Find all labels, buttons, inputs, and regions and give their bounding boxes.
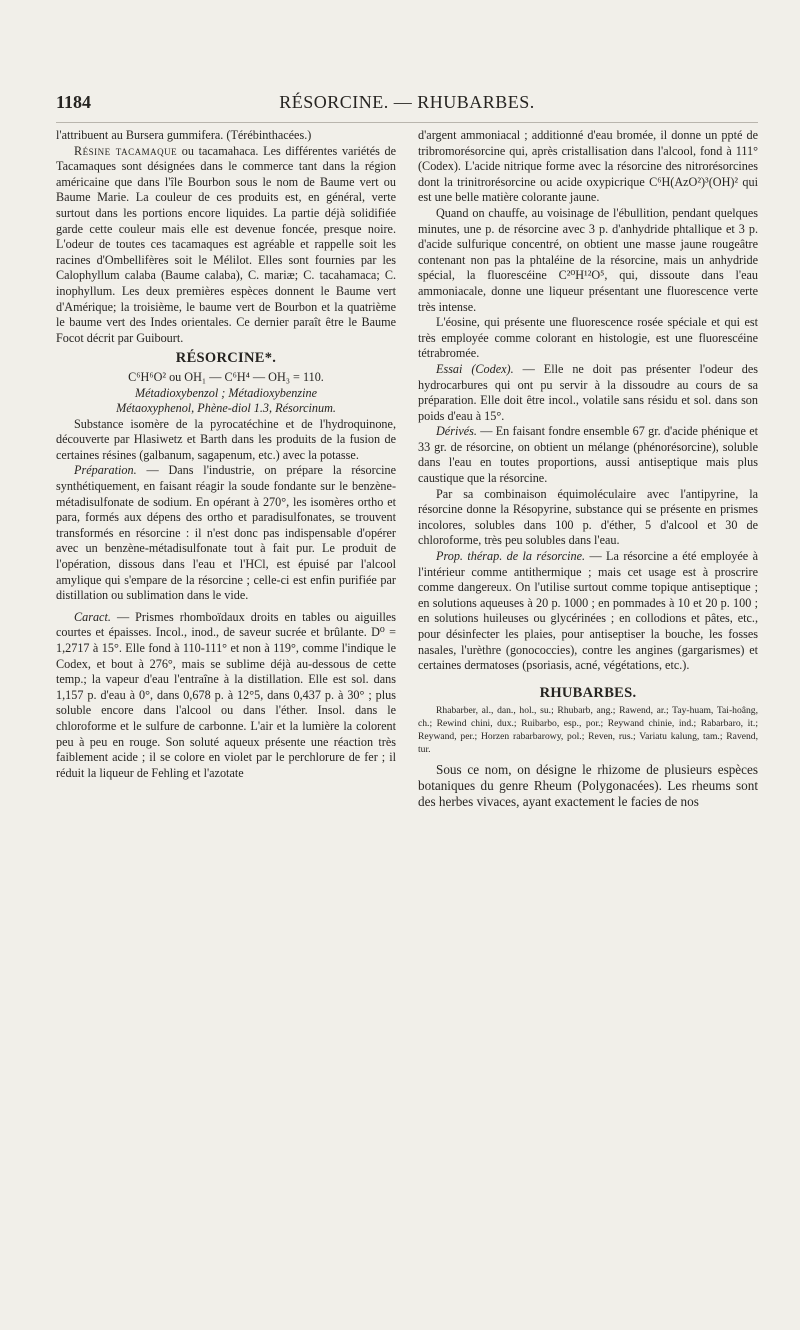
paragraph-preparation xyxy=(56,463,396,603)
synonyms-line xyxy=(56,401,396,417)
synonyms-text: Métadioxybenzol ; Métadioxybenzine xyxy=(134,385,318,400)
paragraph: Substance isomère de la pyrocatéchine et de l'hydroquinone, découverte par Hlasiwetz et Barth dans les produits de la fusion de certaines résines (galbanum, sagapenum, etc.) avec la potasse. xyxy=(56,416,396,462)
entry-text: ou tacamahaca. Les différentes variétés de Tacamaques sont désignées dans le commerce tant dans la région américaine que dans l'île Bourbon sous le nom de Baume vert ou Baume Marie. La couleur de ces produits est, en général, verte surtout dans les portions encore liquides. La partie déjà solidifiée garde cette couleur mais elle est devenue foncée, presque noire. L'odeur de toutes ces tacamaques est agréable et rappelle soit les racines d'Ombellifères soit le Mélilot. Elles sont fournies par les Calophyllum calaba (Baume calaba), C. mariæ; C. tacahamaca; C. inophyllum. Les deux premières espèces donnent le Baume vert d'Amérique; la troisième, le baume vert de Bourbon et la quatrième le baume vert des Indes orientales. Ce dernier paraît être le Baume Focot décrit par Guibourt. xyxy=(56,143,397,345)
paragraph: Par sa combinaison équimoléculaire avec l'antipyrine, la résorcine donne la Résopyrine, substance qui se présente en prismes incolores, solubles dans 100 p. d'éther, 5 d'alcool et 30 de chloroforme, très peu solubles dans l'eau. xyxy=(418,486,758,548)
paragraph: d'argent ammoniacal ; additionné d'eau bromée, il donne un ppté de tribromorésorcine qui, après cristallisation dans l'alcool, fond à 111° (Codex). L'acide nitrique forme avec la résorcine des nitrorésorcines dont la trinitrorésorcine ou acide oxypicrique C⁶H(AzO²)³(OH)² qui est une belle matière colorante jaune. xyxy=(418,128,758,205)
paragraph: L'éosine, qui présente une fluorescence rosée spéciale et qui est très employée comme colorant en histologie, est une fluorescéine tétrabromée. xyxy=(418,315,758,361)
entry-label: Préparation. xyxy=(74,463,137,478)
entry-label: Dérivés. xyxy=(436,424,477,439)
paragraph: Quand on chauffe, au voisinage de l'ébullition, pendant quelques minutes, une p. de résorcine avec 3 p. d'anhydride phtallique et 3 p. d'acide sulfurique concentré, on obtient une masse jaune rougeâtre contenant non pas la phtaléine de la résorcine, mais un anhydride spécial, la fluorescéine C²⁰H¹²O⁵, qui, dissoute dans l'eau ammoniacale, donne une liqueur présentant une fluorescence verte très intense. xyxy=(418,205,758,314)
entry-text: — Elle ne doit pas présenter l'odeur des hydrocarbures qui ont pu servir à la dissoudre au cours de sa préparation. Elle doit être incol., volatile sans résidu et sol. dans son poids d'eau à 15°. xyxy=(418,361,758,423)
entry-label: Essai (Codex). xyxy=(436,361,514,376)
right-column xyxy=(418,128,758,810)
paragraph-derives xyxy=(418,424,758,486)
paragraph: Sous ce nom, on désigne le rhizome de plusieurs espèces botaniques du genre Rheum (Polygonacées). Les rheums sont des herbes vivaces, ayant exactement le facies de nos xyxy=(418,762,758,809)
left-column xyxy=(56,128,396,810)
entry-text: — La résorcine a été employée à l'intérieur comme antithermique ; mais cet usage est à proscrire comme dangereux. On l'utilise surtout comme topique antiseptique ; en solutions aqueuses à 20 p. 1000 ; en pommades à 10 et 20 p. 100 ; en solutions huileuses ou glycérinées ; en collodions et pâtes, etc., pour désinfecter les plaies, pour antiseptiser la bouche, les fosses nasales, l'urèthre (gonococcies), contre les angines (gargarismes) et certaines dermatoses (psoriasis, acné, végétations, etc.). xyxy=(418,549,758,673)
paragraph-caract xyxy=(56,610,396,782)
paragraph-tacamaque xyxy=(56,144,396,347)
paragraph-essai xyxy=(418,362,758,424)
section-title-rhubarbes: RHUBARBES. xyxy=(539,684,637,701)
entry-text: — Dans l'industrie, on prépare la résorcine synthétiquement, en faisant réagir la soude fondante sur le benzène-métadisulfonate de sodium. En opérant à 270°, les isomères ortho et para, formés aux dépens des ortho et paradisulfonates, se trouvent transformés en résorcine : il n'est donc pas indispensable d'opérer avec un benzène-métadisulfonate tout à fait pur. Le produit de l'opération, dissous dans l'eau et l'HCl, est épuisé par l'alcool amylique qui s'empare de la résorcine ; celle-ci est enfin purifiée par distillation ou sublimation dans le vide. xyxy=(56,463,396,603)
entry-label: Résine tacamaque xyxy=(74,143,178,158)
running-head: RÉSORCINE. — RHUBARBES. xyxy=(279,92,535,112)
synonyms-list: Rhabarber, al., dan., hol., su.; Rhubarb, ang.; Rawend, ar.; Tay-huam, Tai-hoâng, ch.; Rewind chini, dux.; Ruibarbo, esp., por.; Reywand chinie, ind.; Rabarbaro, it.; Reywand, per.; Horzen rabarbarowy, pol.; Reven, rus.; Variatu kalung, tam.; Ravend, tur. xyxy=(418,705,758,756)
section-title-resorcine: RÉSORCINE*. xyxy=(175,350,277,367)
entry-label: Prop. thérap. de la résorcine. xyxy=(436,549,586,564)
entry-text: — En faisant fondre ensemble 67 gr. d'acide phénique et 33 gr. de résorcine, on obtient un mélange (phénorésorcine), soluble dans l'eau en toutes proportions, aussi antiseptique mais plus caustique que la résorcine. xyxy=(418,424,758,486)
paragraph-prop-therap xyxy=(418,549,758,674)
chemical-formula: C⁶H⁶O² ou OH₁ — C⁶H⁴ — OH₃ = 110. xyxy=(128,369,324,384)
entry-text: — Prismes rhomboïdaux droits en tables ou aiguilles courtes et épaisses. Incol., inod., de saveur sucrée et brûlante. D⁰ = 1,2717 à 15°. Elle fond à 110-111° et non à 119°, comme l'indique le Codex, et bout à 276°, mais se sublime déjà au-dessous de cette temp.; la vapeur d'eau l'entraîne à la distillation. Elle est sol. dans 1,157 p. d'eau à 0°, dans 0,678 p. à 12°5, dans 0,437 p. à 30° ; plus soluble encore dans l'alcool ou dans l'éther. Insol. dans le chloroforme et le sulfure de carbonne. L'air et la lumière la colorent peu à peu en rouge. Son soluté aqueux présente une réaction très faiblement acide ; il se colore en violet par le perchlorure de fer ; il réduit la liqueur de Fehling et l'azotate xyxy=(56,609,397,780)
text-columns xyxy=(56,128,758,810)
synonyms-text: Métaoxyphenol, Phène-diol 1.3, Résorcinum. xyxy=(116,401,336,416)
paragraph: l'attribuent au Bursera gummifera. (Térébinthacées.) xyxy=(56,128,312,142)
synonyms-line xyxy=(56,386,396,402)
entry-label: Caract. xyxy=(74,609,111,624)
page-header xyxy=(56,92,758,123)
page-number: 1184 xyxy=(56,92,92,112)
